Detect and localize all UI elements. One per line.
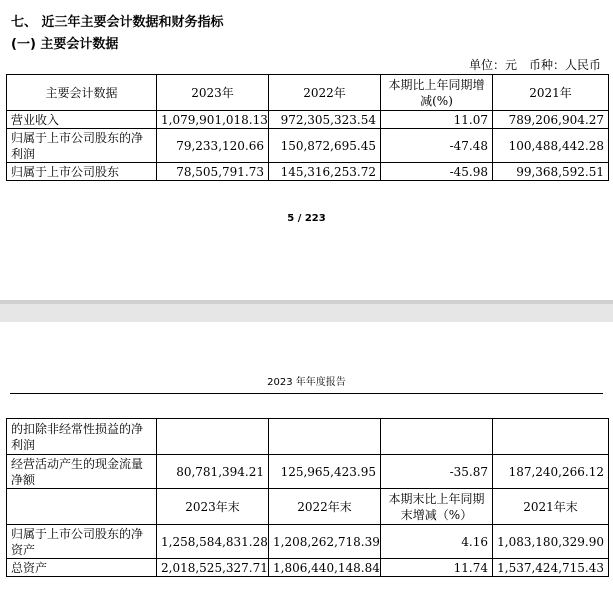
row-label: 归属于上市公司股东的净利润 <box>7 129 157 163</box>
row-label: 总资产 <box>7 559 157 577</box>
table-header-row <box>7 75 609 111</box>
accounting-data-table <box>6 74 609 181</box>
unit-note: 单位：元 币种：人民币 <box>468 58 601 72</box>
header-cell: 2022年末 <box>269 489 381 525</box>
table-row <box>7 525 609 559</box>
header-cell <box>7 489 157 525</box>
row-label: 归属于上市公司股东的净资产 <box>7 525 157 559</box>
header-cell: 2023年 <box>157 75 269 111</box>
cell-value: 187,240,266.12 <box>493 455 609 489</box>
cell-value: 78,505,791.73 <box>157 163 269 181</box>
cell-value: 1,806,440,148.84 <box>269 559 381 577</box>
cell-value: -45.98 <box>381 163 493 181</box>
cell-value: 1,537,424,715.43 <box>493 559 609 577</box>
table-row <box>7 129 609 163</box>
table-subheader-row <box>7 489 609 525</box>
table-row <box>7 163 609 181</box>
cell-value: 1,208,262,718.39 <box>269 525 381 559</box>
cell-value: 1,083,180,329.90 <box>493 525 609 559</box>
cell-value: 79,233,120.66 <box>157 129 269 163</box>
cell-value <box>157 419 269 455</box>
row-label: 的扣除非经常性损益的净利润 <box>7 419 157 455</box>
cell-value: 125,965,423.95 <box>269 455 381 489</box>
row-label: 归属于上市公司股东 <box>7 163 157 181</box>
header-cell: 2021年末 <box>493 489 609 525</box>
table-row <box>7 455 609 489</box>
cell-value: 1,258,584,831.28 <box>157 525 269 559</box>
row-label: 经营活动产生的现金流量净额 <box>7 455 157 489</box>
cell-value: 11.74 <box>381 559 493 577</box>
page-number: 5 / 223 <box>287 213 326 224</box>
header-cell: 2023年末 <box>157 489 269 525</box>
cell-value <box>493 419 609 455</box>
cell-value: 11.07 <box>381 111 493 129</box>
cell-value: 4.16 <box>381 525 493 559</box>
header-cell: 主要会计数据 <box>7 75 157 111</box>
cell-value: 100,488,442.28 <box>493 129 609 163</box>
section-subtitle: (一) 主要会计数据 <box>11 37 119 52</box>
table-row <box>7 559 609 577</box>
cell-value <box>381 419 493 455</box>
page-gap-shadow <box>0 300 613 304</box>
header-cell: 2022年 <box>269 75 381 111</box>
header-rule <box>10 393 603 394</box>
cell-value: 789,206,904.27 <box>493 111 609 129</box>
accounting-data-table-continued <box>6 418 609 577</box>
row-label: 营业收入 <box>7 111 157 129</box>
header-cell: 本期比上年同期增减(%) <box>381 75 493 111</box>
cell-value: 972,305,323.54 <box>269 111 381 129</box>
cell-value: -47.48 <box>381 129 493 163</box>
cell-value: 2,018,525,327.71 <box>157 559 269 577</box>
header-cell: 2021年 <box>493 75 609 111</box>
cell-value <box>269 419 381 455</box>
header-cell: 本期末比上年同期末增减（%） <box>381 489 493 525</box>
cell-value: 99,368,592.51 <box>493 163 609 181</box>
cell-value: 145,316,253.72 <box>269 163 381 181</box>
table-row <box>7 111 609 129</box>
page-6 <box>0 322 613 600</box>
section-title: 七、 近三年主要会计数据和财务指标 <box>11 15 224 30</box>
cell-value: 150,872,695.45 <box>269 129 381 163</box>
cell-value: 80,781,394.21 <box>157 455 269 489</box>
report-header: 2023 年年度报告 <box>267 377 346 388</box>
cell-value: 1,079,901,018.13 <box>157 111 269 129</box>
cell-value: -35.87 <box>381 455 493 489</box>
table-row <box>7 419 609 455</box>
